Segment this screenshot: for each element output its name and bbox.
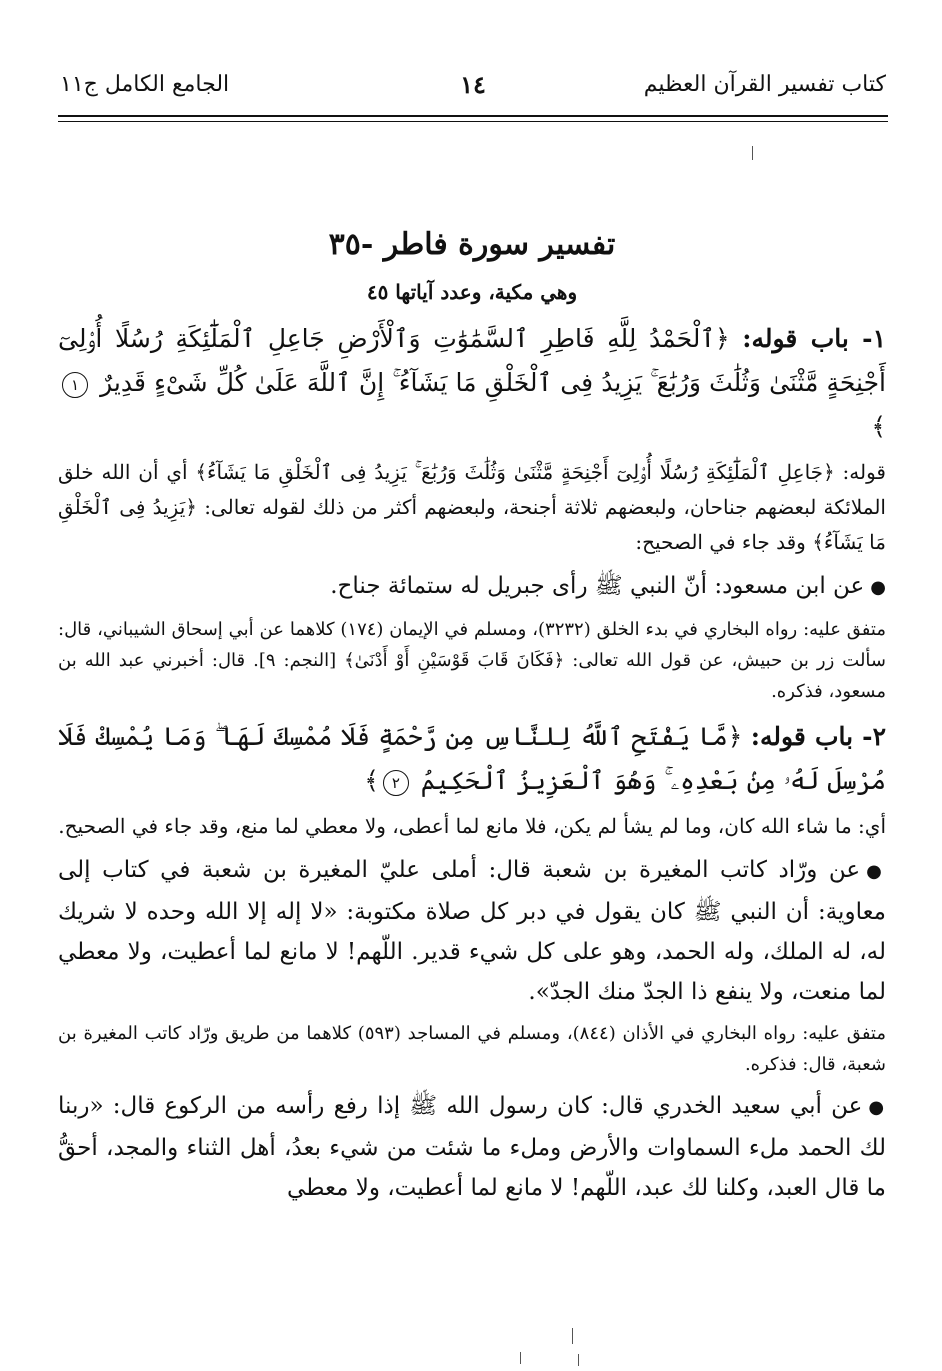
bab-1-verse: ﴿ٱلْحَمْدُ لِلَّهِ فَاطِرِ ٱلسَّمَٰوَٰتِ وَٱلْأَرْضِ جَاعِلِ ٱلْمَلَٰٓئِكَةِ رُسُلًا أُو۟لِىٓ أَجْنِحَةٍ مَّثْنَىٰ وَثُلَٰثَ وَرُبَٰعَ ۚ يَزِيدُ فِى ٱلْخَلْقِ مَا يَشَآءُ ۚ إِنَّ ٱللَّهَ عَلَىٰ كُلِّ شَىْءٍ قَدِيرٌ: [58, 324, 886, 397]
takhrij-1: متفق عليه: رواه البخاري في بدء الخلق (٣٢٣٢)، ومسلم في الإيمان (١٧٤) كلاهما عن أبي إسحاق الشيباني، قال: سألت زر بن حبيش، عن قول الله تعالى: ﴿فَكَانَ قَابَ قَوْسَيْنِ أَوْ أَدْنَىٰ﴾ [النجم: ٩]. قال: أخبرني عبد الله بن مسعود، فذكره.: [58, 619, 887, 702]
bullet-icon: ●: [870, 577, 886, 598]
page-content: [58, 225, 886, 1214]
header-rule-thin: [58, 121, 888, 122]
bab-2-label: ٢- باب قوله:: [750, 722, 886, 751]
hadith-2: [58, 850, 886, 1012]
scan-mark: [578, 1354, 579, 1366]
scan-mark: [520, 1352, 521, 1364]
hadith-1-text: عن ابن مسعود: أنّ النبي ﷺ رأى جبريل له ستمائة جناح.: [330, 573, 865, 599]
hadith-3: [58, 1086, 886, 1208]
bab-1: [58, 317, 886, 449]
surah-subtitle: وهي مكية، وعدد آياتها ٤٥: [366, 280, 578, 304]
hadith-3-text: عن أبي سعيد الخدري قال: كان رسول الله ﷺ إذا رفع رأسه من الركوع قال: «ربنا لك الحمد ملء السماوات والأرض وملء ما شئت من شيء بعدُ، أهل الثناء والمجد، أحقُّ ما قال العبد، وكلنا لك عبد، اللّهم! لا مانع لما أعطيت، ولا معطي: [58, 1093, 886, 1201]
bullet-icon: ●: [868, 1097, 886, 1118]
takhrij-2: متفق عليه: رواه البخاري في الأذان (٨٤٤)، ومسلم في المساجد (٥٩٣) كلاهما من طريق ورّاد كاتب المغيرة بن شعبة، قال: فذكره.: [58, 1023, 886, 1075]
header-rule: [58, 115, 888, 117]
scan-mark: [752, 146, 753, 160]
bab-2-verse: ﴿مَّا يَفْتَحِ ٱللَّهُ لِلنَّاسِ مِن رَّحْمَةٍ فَلَا مُمْسِكَ لَهَا ۖ وَمَا يُمْسِكْ فَلَا مُرْسِلَ لَهُۥ مِنۢ بَعْدِهِۦ ۚ وَهُوَ ٱلْعَزِيزُ ٱلْحَكِيمُ: [58, 722, 886, 795]
aya-number-marker: ١: [62, 372, 88, 398]
volume-label: الجامع الكامل ج١١: [60, 72, 230, 97]
page-number: ١٤: [460, 70, 486, 99]
bab-1-label: ١- باب قوله:: [742, 324, 886, 353]
commentary-paragraph-1: قوله: ﴿جَاعِلِ ٱلْمَلَٰٓئِكَةِ رُسُلًا أُو۟لِىٓ أَجْنِحَةٍ مَّثْنَىٰ وَثُلَٰثَ وَرُبَٰعَ ۚ يَزِيدُ فِى ٱلْخَلْقِ مَا يَشَآءُ﴾ أي أن الله خلق الملائكة لبعضهم جناحان، ولبعضهم ثلاثة أجنحة، ولبعضهم أكثر من ذلك لقوله تعالى: ﴿يَزِيدُ فِى ٱلْخَلْقِ مَا يَشَآءُ﴾ وقد جاء في الصحيح:: [58, 460, 886, 554]
hadith-2-text: عن ورّاد كاتب المغيرة بن شعبة قال: أملى عليّ المغيرة بن شعبة في كتاب إلى معاوية: أن النبي ﷺ كان يقول في دبر كل صلاة مكتوبة: «لا إله إلا الله وحده لا شريك له، له الملك، وله الحمد، وهو على كل شيء قدير. اللّهم! لا مانع لما أعطيت، ولا معطي لما منعت، ولا ينفع ذا الجدّ منك الجدّ».: [58, 857, 886, 1005]
verse-close-bracket: ﴾: [364, 766, 379, 795]
bullet-icon: ●: [866, 861, 886, 882]
scan-mark: [572, 1328, 573, 1344]
surah-title: تفسير سورة فاطر -٣٥: [328, 227, 616, 262]
commentary-paragraph-2: أي: ما شاء الله كان، وما لم يشأ لم يكن، فلا مانع لما أعطى، ولا معطي لما منع، وقد جاء في الصحيح.: [58, 814, 886, 838]
bab-2: [58, 715, 886, 803]
book-title: كتاب تفسير القرآن العظيم: [643, 72, 886, 97]
aya-number-marker: ٢: [383, 770, 409, 796]
hadith-1: [58, 566, 886, 608]
running-header: [60, 68, 886, 108]
verse-close-bracket: ﴾: [871, 412, 886, 441]
